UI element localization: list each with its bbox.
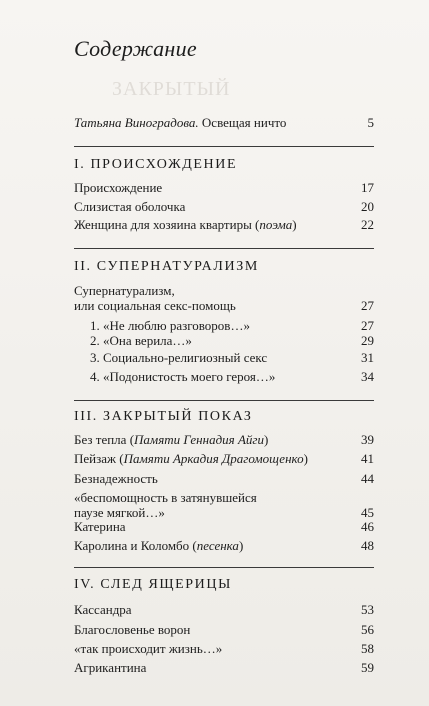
toc-entry-title: 1. «Не люблю разговоров…»	[90, 318, 250, 333]
toc-entry-title: Агрикантина	[74, 660, 147, 675]
page-number: 27	[361, 298, 374, 313]
toc-entry-suffix: )	[303, 451, 308, 466]
page-number: 17	[361, 180, 374, 195]
section-divider	[74, 567, 374, 568]
page-number: 45	[361, 505, 374, 520]
toc-entry-title: Без тепла (	[74, 432, 135, 447]
toc-subentry[interactable]	[90, 333, 374, 348]
toc-entry[interactable]	[74, 451, 374, 466]
toc-entry-title: 3. Социально-религиозный секс	[90, 350, 268, 365]
section-divider	[74, 146, 374, 147]
toc-entry-title: Женщина для хозяина квартиры (	[74, 217, 260, 232]
page-number: 41	[361, 451, 374, 466]
section-heading: III. ЗАКРЫТЫЙ ПОКАЗ	[74, 409, 253, 424]
page-number: 29	[361, 333, 374, 348]
toc-entry-suffix: )	[263, 432, 269, 447]
toc-entry-title: Благословенье ворон	[74, 622, 191, 637]
toc-entry[interactable]	[74, 199, 374, 214]
toc-subentry[interactable]	[90, 350, 374, 365]
toc-entry[interactable]	[74, 538, 374, 553]
bleed-through-text: ЗАКРЫТЫЙ	[112, 78, 231, 100]
toc-entry-title: 2. «Она верила…»	[90, 333, 192, 348]
toc-entry[interactable]	[74, 471, 374, 486]
toc-entry-dedication: Памяти Аркадия Драгомощенко	[123, 451, 304, 466]
toc-entry-title-line2: паузе мягкой…»	[74, 505, 165, 520]
section-divider	[74, 248, 374, 249]
toc-entry-genre: песенка	[196, 538, 239, 553]
page-number: 20	[361, 199, 374, 214]
page-number: 53	[361, 602, 374, 617]
toc-entry-title: Слизистая оболочка	[74, 199, 186, 214]
page-number: 31	[361, 350, 374, 365]
page-number: 58	[361, 641, 374, 656]
toc-entry[interactable]	[74, 217, 374, 232]
page-number: 34	[361, 369, 374, 384]
toc-entry-title-line2: или социальная секс-помощь	[74, 298, 236, 313]
toc-entry[interactable]	[74, 180, 374, 195]
section-heading: IV. СЛЕД ЯЩЕРИЦЫ	[74, 577, 232, 592]
toc-entry[interactable]	[74, 432, 374, 447]
toc-entry-title: Катерина	[74, 519, 126, 534]
toc-intro[interactable]	[74, 115, 374, 130]
toc-entry[interactable]	[74, 641, 374, 656]
page-title: Содержание	[74, 36, 198, 61]
toc-entry-title: 4. «Подонистость моего героя…»	[90, 369, 276, 384]
toc-entry[interactable]	[74, 283, 374, 313]
section-heading: II. СУПЕРНАТУРАЛИЗМ	[74, 259, 259, 274]
section-divider	[74, 400, 374, 401]
page-number: 44	[361, 471, 374, 486]
page-number: 59	[361, 660, 374, 675]
page-number: 22	[361, 217, 374, 232]
toc-entry-title: «так происходит жизнь…»	[74, 641, 223, 656]
toc-entry-genre: поэма	[259, 217, 293, 232]
toc-entry-title: Безнадежность	[74, 471, 158, 486]
toc-entry[interactable]	[74, 519, 374, 534]
page-number: 56	[361, 622, 374, 637]
toc-intro-author: Татьяна Виноградова.	[74, 115, 199, 130]
toc-entry-suffix: )	[292, 217, 297, 232]
toc-subentry[interactable]	[90, 318, 374, 333]
toc-entry[interactable]	[74, 490, 374, 520]
toc-entry[interactable]	[74, 602, 374, 617]
toc-entry-title: Происхождение	[74, 180, 163, 195]
page-number: 48	[361, 538, 374, 553]
toc-entry-title-line1: «беспомощность в затянувшейся	[74, 490, 257, 505]
toc-entry-suffix: )	[238, 538, 244, 553]
section-heading: I. ПРОИСХОЖДЕНИЕ	[74, 157, 238, 172]
toc-entry-title: Кассандра	[74, 602, 132, 617]
toc-subentry[interactable]	[90, 369, 374, 384]
toc-intro-title: Освещая ничто	[198, 115, 287, 130]
toc-entry-title-line1: Супернатурализм,	[74, 283, 175, 298]
toc-entry-title: Каролина и Коломбо (	[74, 538, 197, 553]
toc-entry[interactable]	[74, 622, 374, 637]
toc-entry[interactable]	[74, 660, 374, 675]
page-number: 27	[361, 318, 374, 333]
page-number: 5	[367, 115, 374, 130]
page-number: 39	[361, 432, 374, 447]
toc-entry-dedication: Памяти Геннадия Айги	[134, 432, 264, 447]
page-number: 46	[361, 519, 374, 534]
toc-entry-title: Пейзаж (	[74, 451, 124, 466]
